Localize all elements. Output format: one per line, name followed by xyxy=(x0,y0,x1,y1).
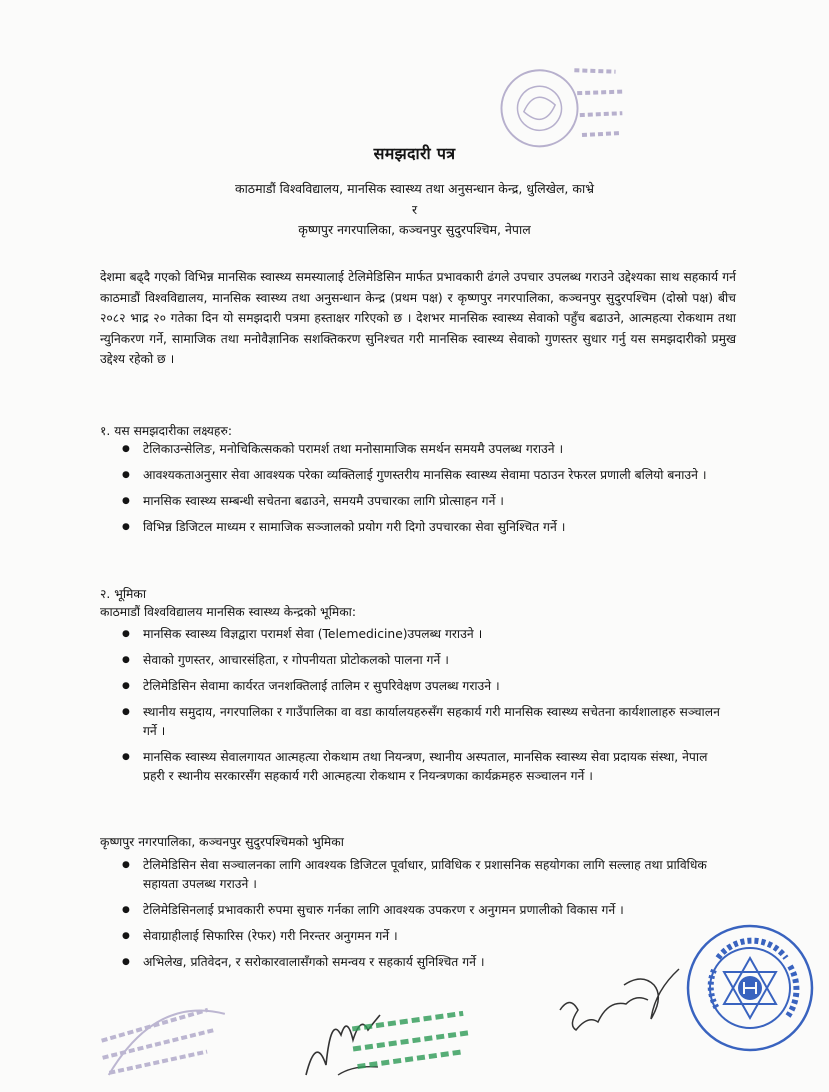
list-item: ● सेवाग्राहीलाई सिफारिस (रेफर) गरी निरन्तर अनुगमन गर्ने । xyxy=(122,927,722,946)
list-item: ● टेलिमेडिसिन सेवा सञ्चालनका लागि आवश्यक डिजिटल पूर्वाधार, प्राविधिक र प्रशासनिक सहयोगका लागि सल्लाह तथा प्राविधिक सहायता उपलब्ध गराउने । xyxy=(122,856,722,894)
section2-heading: २. भूमिका xyxy=(100,587,147,601)
party-conjunction: र xyxy=(411,202,418,217)
list-item: ● मानसिक स्वास्थ्य विज्ञद्वारा परामर्श सेवा (Telemedicine)उपलब्ध गराउने । xyxy=(122,625,732,644)
list-item: ● स्थानीय समुदाय, नगरपालिका र गाउँपालिका वा वडा कार्यालयहरुसँग सहकार्य गरी मानसिक स्वास्थ्य सचेतना कार्यशालाहरु सञ्चालन गर्ने । xyxy=(122,703,732,741)
list-item: ● मानसिक स्वास्थ्य सम्बन्धी सचेतना बढाउने, समयमै उपचारका लागि प्रोत्साहन गर्ने । xyxy=(122,492,732,511)
intro-paragraph: देशमा बढ्दै गएको विभिन्न मानसिक स्वास्थ्य समस्यालाई टेलिमेडिसिन मार्फत प्रभावकारी ढंगले उपचार उपलब्ध गराउने उद्देश्यका साथ सहकार्य गर्न काठमाडौं विश्वविद्यालय, मानसिक स्वास्थ्य तथा अनुसन्धान केन्द्र (प्रथम पक्ष) र कृष्णपुर नगरपालिका, कञ्चनपुर सुदुरपश्चिम (दोस्रो पक्ष) बीच २०८२ भाद्र २० गतेका दिन यो समझदारी पत्रमा हस्ताक्षर गरिएको छ । देशभर मानसिक स्वास्थ्य सेवाको पहुँच बढाउने, आत्महत्या रोकथाम तथा न्युनिकरण गर्ने, सामाजिक तथा मनोवैज्ञानिक सशक्तिकरण सुनिश्चत गरी मानसिक स्वास्थ्य सेवाको गुणस्तर सुधार गर्नु यस समझदारीको प्रमुख उद्देश्य रहेको छ । xyxy=(100,270,736,366)
section3-heading: कृष्णपुर नगरपालिका, कञ्चनपुर सुदुरपश्चिमको भुमिका xyxy=(100,835,344,849)
list-item: ● टेलिमेडिसिनलाई प्रभावकारी रुपमा सुचारु गर्नका लागि आवश्यक उपकरण र अनुगमन प्रणालीको विकास गर्ने । xyxy=(122,901,722,920)
list-item: ● टेलिमेडिसिन सेवामा कार्यरत जनशक्तिलाई तालिम र सुपरिवेक्षण उपलब्ध गराउने । xyxy=(122,677,732,696)
list-item: ● सेवाको गुणस्तर, आचारसंहिता, र गोपनीयता प्रोटोकलको पालना गर्ने । xyxy=(122,651,732,670)
signature-right xyxy=(552,965,702,1054)
list-item: ● अभिलेख, प्रतिवेदन, र सरोकारवालासँगको समन्वय र सहकार्य सुनिश्चित गर्ने । xyxy=(122,953,722,972)
municipality-seal-bottom xyxy=(82,983,244,1092)
section2-subheading: काठमाडौं विश्वविद्यालय मानसिक स्वास्थ्य केन्द्रको भूमिका: xyxy=(100,605,357,619)
section2-list xyxy=(122,625,732,793)
list-item: ● आवश्यकताअनुसार सेवा आवश्यक परेका व्यक्तिलाई गुणस्तरीय मानसिक स्वास्थ्य सेवामा पठाउन रेफरल प्रणाली बलियो बनाउने । xyxy=(122,466,732,485)
ku-center-seal xyxy=(684,922,816,1054)
section1-heading: १. यस समझदारीका लक्ष्यहरु: xyxy=(100,424,232,438)
first-party: काठमाडौं विश्वविद्यालय, मानसिक स्वास्थ्य तथा अनुसन्धान केन्द्र, धुलिखेल, काभ्रे xyxy=(234,181,595,196)
section3-list xyxy=(122,856,722,979)
section1-list xyxy=(122,440,732,544)
second-party: कृष्णपुर नगरपालिका, कञ्चनपुर सुदुरपश्चिम, नेपाल xyxy=(298,222,531,237)
list-item: ● मानसिक स्वास्थ्य सेवालगायत आत्महत्या रोकथाम तथा नियन्त्रण, स्थानीय अस्पताल, मानसिक स्वास्थ्य सेवा प्रदायक संस्था, नेपाल प्रहरी र स्थानीय सरकारसँग सहकार्य गरी आत्महत्या रोकथाम र नियन्त्रणका कार्यक्रमहरु सञ्चालन गर्ने । xyxy=(122,748,732,786)
document-title: समझदारी पत्र xyxy=(373,144,456,163)
list-item: ● टेलिकाउन्सेलिङ, मनोचिकित्सकको परामर्श तथा मनोसामाजिक समर्थन समयमै उपलब्ध गराउने । xyxy=(122,440,732,459)
list-item: ● विभिन्न डिजिटल माध्यम र सामाजिक सञ्जालको प्रयोग गरी दिगो उपचारका सेवा सुनिश्चित गर्ने । xyxy=(122,518,732,537)
